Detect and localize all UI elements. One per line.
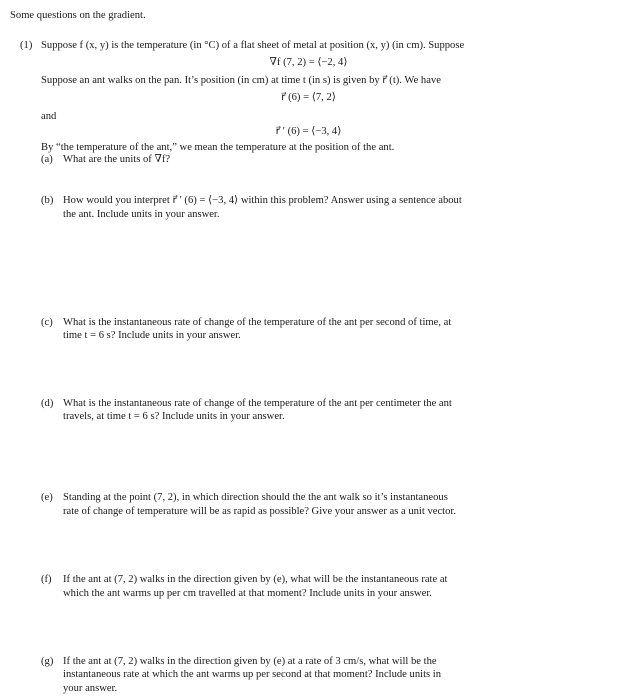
- problem-number: (1): [20, 40, 33, 51]
- part-g-text: your answer.: [63, 683, 118, 694]
- temperature-definition: By “the temperature of the ant,” we mean the temperature at the position of the ant.: [41, 142, 395, 153]
- page-heading: Some questions on the gradient.: [10, 10, 146, 21]
- part-e-text: rate of change of temperature will be as rapid as possible? Give your answer as a unit vector.: [63, 506, 457, 517]
- and-text: and: [41, 111, 57, 122]
- part-d-text: What is the instantaneous rate of change of the temperature of the ant per centimeter the ant: [63, 398, 452, 409]
- part-g-text: If the ant at (7, 2) walks in the direction given by (e) at a rate of 3 cm/s, what will be the: [63, 656, 437, 667]
- problem-intro: Suppose f (x, y) is the temperature (in °C) of a flat sheet of metal at position (x, y) (in cm). Suppose: [41, 40, 465, 51]
- part-b-text: the ant. Include units in your answer.: [63, 209, 220, 220]
- part-c-text: time t = 6 s? Include units in your answer.: [63, 330, 241, 341]
- part-e-text: Standing at the point (7, 2), in which direction should the the ant walk so it’s instantaneous: [63, 492, 448, 503]
- part-d-text: travels, at time t = 6 s? Include units in your answer.: [63, 411, 285, 422]
- position-equation: r⃗ (6) = ⟨7, 2⟩: [281, 92, 336, 103]
- part-label: (b): [41, 195, 54, 206]
- part-g-text: instantaneous rate at which the ant warms up per second at that moment? Include units in: [63, 669, 442, 680]
- part-a-text: What are the units of ∇f?: [63, 154, 171, 165]
- part-c-text: What is the instantaneous rate of change of the temperature of the ant per second of time, at: [63, 317, 452, 328]
- part-label: (e): [41, 492, 53, 503]
- part-label: (d): [41, 398, 54, 409]
- part-label: (f): [41, 574, 52, 585]
- part-f-text: If the ant at (7, 2) walks in the direction given by (e), what will be the instantaneous rate at: [63, 574, 448, 585]
- part-label: (a): [41, 154, 53, 165]
- ant-position-sentence: Suppose an ant walks on the pan. It’s position (in cm) at time t (in s) is given by r⃗ (t). We have: [41, 75, 441, 86]
- part-label: (c): [41, 317, 53, 328]
- part-b-text: How would you interpret r⃗ ′ (6) = ⟨−3, 4⟩ within this problem? Answer using a sentence about: [63, 195, 462, 206]
- velocity-equation: r⃗ ′ (6) = ⟨−3, 4⟩: [275, 126, 342, 137]
- part-f-text: which the ant warms up per cm travelled at that moment? Include units in your answer.: [63, 588, 432, 599]
- part-label: (g): [41, 656, 54, 667]
- gradient-equation: ∇f (7, 2) = ⟨−2, 4⟩: [269, 57, 348, 68]
